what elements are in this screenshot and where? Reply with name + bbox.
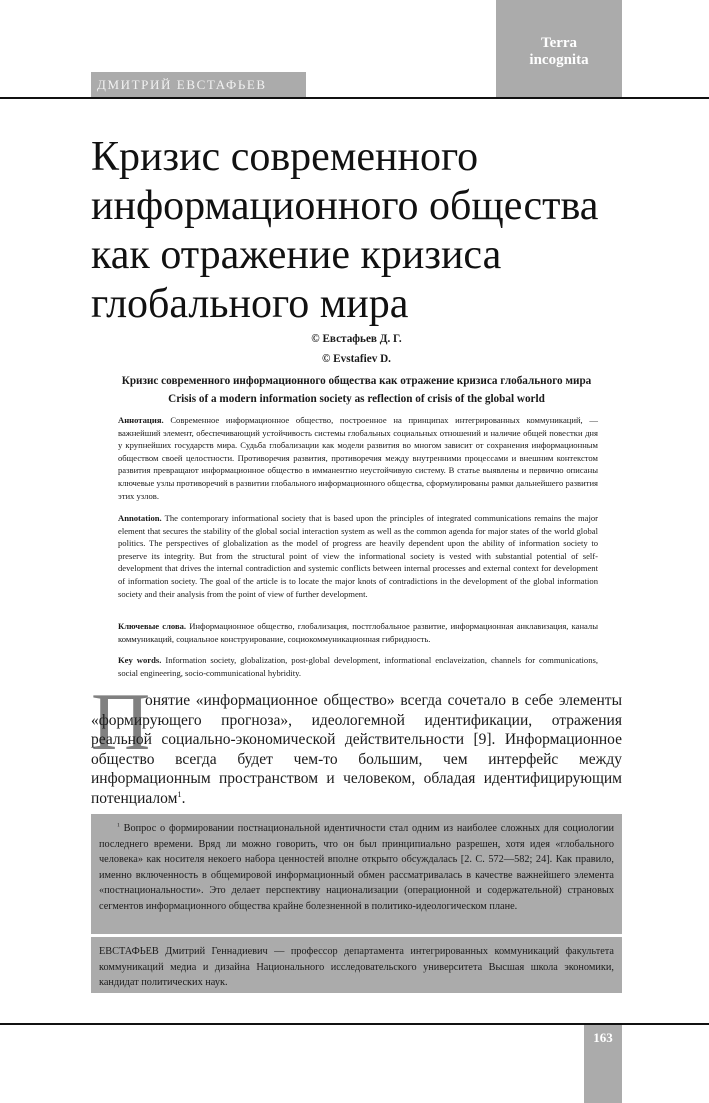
body-end: . bbox=[181, 789, 186, 807]
body-text: онятие «информационное общество» всегда сочетало в себе элементы «формирующего прогноза», идеологемной идентификации, отражения реальной социально-экономической действительности [9]. Информационное общество всегда будет чем-то большим, чем интерфейс между информационным пространством и человеком, обладая идентифицирующим потенциалом bbox=[91, 692, 622, 807]
keywords-ru-label: Ключевые слова. bbox=[118, 621, 187, 631]
footnote-reference[interactable]: 1 bbox=[177, 788, 182, 799]
drop-cap: П bbox=[91, 676, 151, 767]
keywords-en-text: Information society, globalization, post-global development, informational enclaveization, channels for communications, social engineering, socio-communicational hybridity. bbox=[118, 655, 598, 678]
running-author-header: ДМИТРИЙ ЕВСТАФЬЕВ bbox=[91, 72, 306, 97]
abstract-ru-text: Современное информационное общество, построенное на принципах интегрированных коммуникаций, — важнейший элемент, обеспечивающий устойчивость системы глобальных социальных отношений и наличие общей повестки дня у крупнейших государств мира. Судьба глобализации как модели развития во многом зависит от сохранения информационным обществом своей целостности. Противоречия развития, противоречия между внутренними процессами и внешним контекстом развития превращают информационное общество в имманентно неустойчивую систему. В статье выявлены и первично описаны ключевые узлы противоречий в развитии глобального информационного общества, сформулированы рамки дальнейшего развития этих узлов. bbox=[118, 415, 598, 501]
footnote-box bbox=[91, 814, 622, 934]
journal-section-tab bbox=[496, 0, 622, 97]
copyright-en: © Evstafiev D. bbox=[322, 353, 391, 365]
top-rule bbox=[0, 97, 709, 99]
author-bio-box bbox=[91, 937, 622, 993]
section-name-line-1: Terra bbox=[540, 35, 578, 51]
body-paragraph bbox=[91, 676, 622, 809]
title-line: как отражение кризиса bbox=[91, 232, 502, 278]
subtitle-ru: Кризис современного информационного общества как отражение кризиса глобального мира bbox=[121, 375, 592, 387]
abstract-ru bbox=[118, 414, 598, 502]
article-title bbox=[91, 133, 651, 329]
title-line: Кризис современного bbox=[91, 134, 479, 180]
abstract-en bbox=[118, 512, 598, 600]
keywords-ru bbox=[118, 620, 598, 645]
copyright-ru: © Евстафьев Д. Г. bbox=[311, 333, 402, 345]
keywords-en bbox=[118, 654, 598, 679]
keywords-ru-text: Информационное общество, глобализация, постглобальное развитие, информационная анклавизация, каналы коммуникаций, социальное конструирование, социокоммуникационная гибридность. bbox=[118, 621, 598, 644]
section-name-line-2: incognita bbox=[529, 52, 589, 68]
subtitle-en: Crisis of a modern information society as reflection of crisis of the global world bbox=[168, 393, 545, 405]
abstract-en-text: The contemporary informational society that is based upon the principles of integrated communications remains the major element that secures the stability of the global social interaction system as well as the common agenda for major states of the world global politics. The perspectives of globalization as the model of progress are heavily dependent upon the ability of information society to preserve its integrity. But from the structural point of view the informational society is vested with substantial potential of self-development that drives the internal contradiction and systemic conflicts between internal processes and external context for development of information society. The goal of the article is to locate the major knots of contradictions in the development of the global information society and their analysis from the point of view of further development. bbox=[118, 513, 598, 599]
title-line: глобального мира bbox=[91, 281, 409, 327]
footnote-text: Вопрос о формировании постнациональной идентичности стал одним из наиболее сложных для социологии последнего времени. Вряд ли можно говорить, что он был принципиально разрешен, хотя идея «глобального человека» как носителя некоего набора ценностей вполне открыто обсуждалась [2. С. 572—582; 24]. Как правило, именно включенность в общемировой информационный обмен рассматривалась в качестве важнейшего элемента «постнациональности». Это делает перспективу национализации (операционной и содержательной) страновых сегментов информационного общества крайне болезненной в политико-идеологическом плане. bbox=[99, 823, 614, 912]
keywords-en-label: Key words. bbox=[118, 655, 162, 665]
page-number: 163 bbox=[584, 1025, 622, 1103]
author-bio-text: ЕВСТАФЬЕВ Дмитрий Геннадиевич — профессор департамента интегрированных коммуникаций факультета коммуникаций медиа и дизайна Национального исследовательского университета Высшая школа экономики, кандидат политических наук. bbox=[99, 946, 614, 988]
title-line: информационного общества bbox=[91, 183, 599, 229]
abstract-ru-label: Аннотация. bbox=[118, 415, 164, 425]
footnote-marker: 1 bbox=[117, 822, 120, 829]
abstract-en-label: Annotation. bbox=[118, 513, 162, 523]
